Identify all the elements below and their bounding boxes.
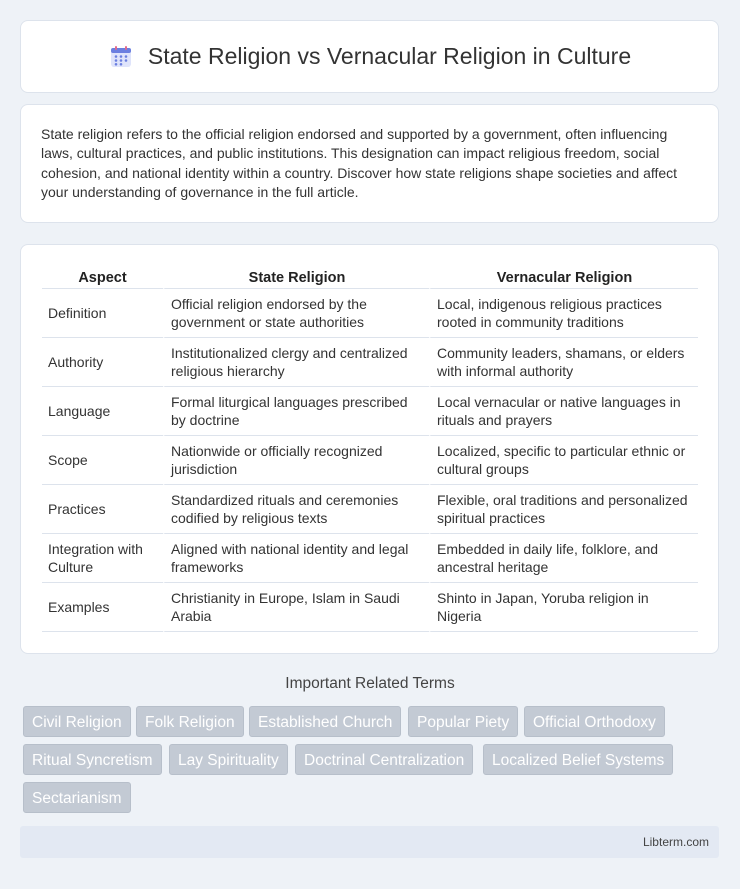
table-row bbox=[42, 436, 698, 485]
table-header-row bbox=[42, 265, 698, 289]
aspect-cell: Authority bbox=[42, 338, 163, 387]
footer-site-link[interactable]: Libterm.com bbox=[642, 835, 709, 849]
comparison-table-card bbox=[20, 244, 719, 654]
state-religion-cell: Christianity in Europe, Islam in Saudi Arabia bbox=[163, 583, 429, 632]
tag-popular-piety[interactable]: Popular Piety bbox=[408, 706, 518, 737]
table-row bbox=[42, 583, 698, 632]
related-terms-heading: Important Related Terms bbox=[285, 675, 455, 692]
aspect-cell: Practices bbox=[42, 485, 163, 534]
vernacular-religion-cell: Embedded in daily life, folklore, and ancestral heritage bbox=[429, 534, 698, 583]
table-row bbox=[42, 534, 698, 583]
table-row bbox=[42, 289, 698, 338]
state-religion-cell: Formal liturgical languages prescribed by doctrine bbox=[163, 387, 429, 436]
table-row bbox=[42, 387, 698, 436]
footer bbox=[20, 826, 719, 858]
comparison-table bbox=[42, 265, 698, 632]
aspect-cell: Examples bbox=[42, 583, 163, 632]
tag-civil-religion[interactable]: Civil Religion bbox=[23, 706, 131, 737]
page-title: State Religion vs Vernacular Religion in Culture bbox=[147, 43, 632, 69]
state-religion-cell: Standardized rituals and ceremonies codified by religious texts bbox=[163, 485, 429, 534]
intro-text: State religion refers to the official religion endorsed and supported by a government, often influencing laws, cultural practices, and public institutions. This designation can impact religious freedom, social cohesion, and national identity within a country. Discover how state religions shape societies and affect your understanding of governance in the full article. bbox=[41, 126, 678, 200]
tag-established-church[interactable]: Established Church bbox=[249, 706, 401, 737]
table-row bbox=[42, 485, 698, 534]
header-card bbox=[20, 20, 719, 93]
column-header-vernacular-religion: Vernacular Religion bbox=[429, 265, 698, 289]
vernacular-religion-cell: Shinto in Japan, Yoruba religion in Nigeria bbox=[429, 583, 698, 632]
state-religion-cell: Institutionalized clergy and centralized religious hierarchy bbox=[163, 338, 429, 387]
tag-lay-spirituality[interactable]: Lay Spirituality bbox=[169, 744, 288, 775]
tag-localized-belief-systems[interactable]: Localized Belief Systems bbox=[483, 744, 673, 775]
calendar-grid-icon bbox=[108, 44, 134, 70]
aspect-cell: Definition bbox=[42, 289, 163, 338]
state-religion-cell: Nationwide or officially recognized jurisdiction bbox=[163, 436, 429, 485]
header bbox=[108, 43, 631, 70]
vernacular-religion-cell: Local vernacular or native languages in rituals and prayers bbox=[429, 387, 698, 436]
state-religion-cell: Aligned with national identity and legal frameworks bbox=[163, 534, 429, 583]
table-row bbox=[42, 338, 698, 387]
vernacular-religion-cell: Local, indigenous religious practices rooted in community traditions bbox=[429, 289, 698, 338]
aspect-cell: Language bbox=[42, 387, 163, 436]
aspect-cell: Integration with Culture bbox=[42, 534, 163, 583]
state-religion-cell: Official religion endorsed by the government or state authorities bbox=[163, 289, 429, 338]
tag-doctrinal-centralization[interactable]: Doctrinal Centralization bbox=[295, 744, 473, 775]
vernacular-religion-cell: Localized, specific to particular ethnic or cultural groups bbox=[429, 436, 698, 485]
intro-card bbox=[20, 104, 719, 223]
aspect-cell: Scope bbox=[42, 436, 163, 485]
column-header-state-religion: State Religion bbox=[163, 265, 429, 289]
tag-folk-religion[interactable]: Folk Religion bbox=[136, 706, 244, 737]
vernacular-religion-cell: Flexible, oral traditions and personalized spiritual practices bbox=[429, 485, 698, 534]
tag-ritual-syncretism[interactable]: Ritual Syncretism bbox=[23, 744, 162, 775]
vernacular-religion-cell: Community leaders, shamans, or elders with informal authority bbox=[429, 338, 698, 387]
tag-sectarianism[interactable]: Sectarianism bbox=[23, 782, 131, 813]
column-header-aspect: Aspect bbox=[42, 265, 163, 289]
tag-official-orthodoxy[interactable]: Official Orthodoxy bbox=[524, 706, 665, 737]
